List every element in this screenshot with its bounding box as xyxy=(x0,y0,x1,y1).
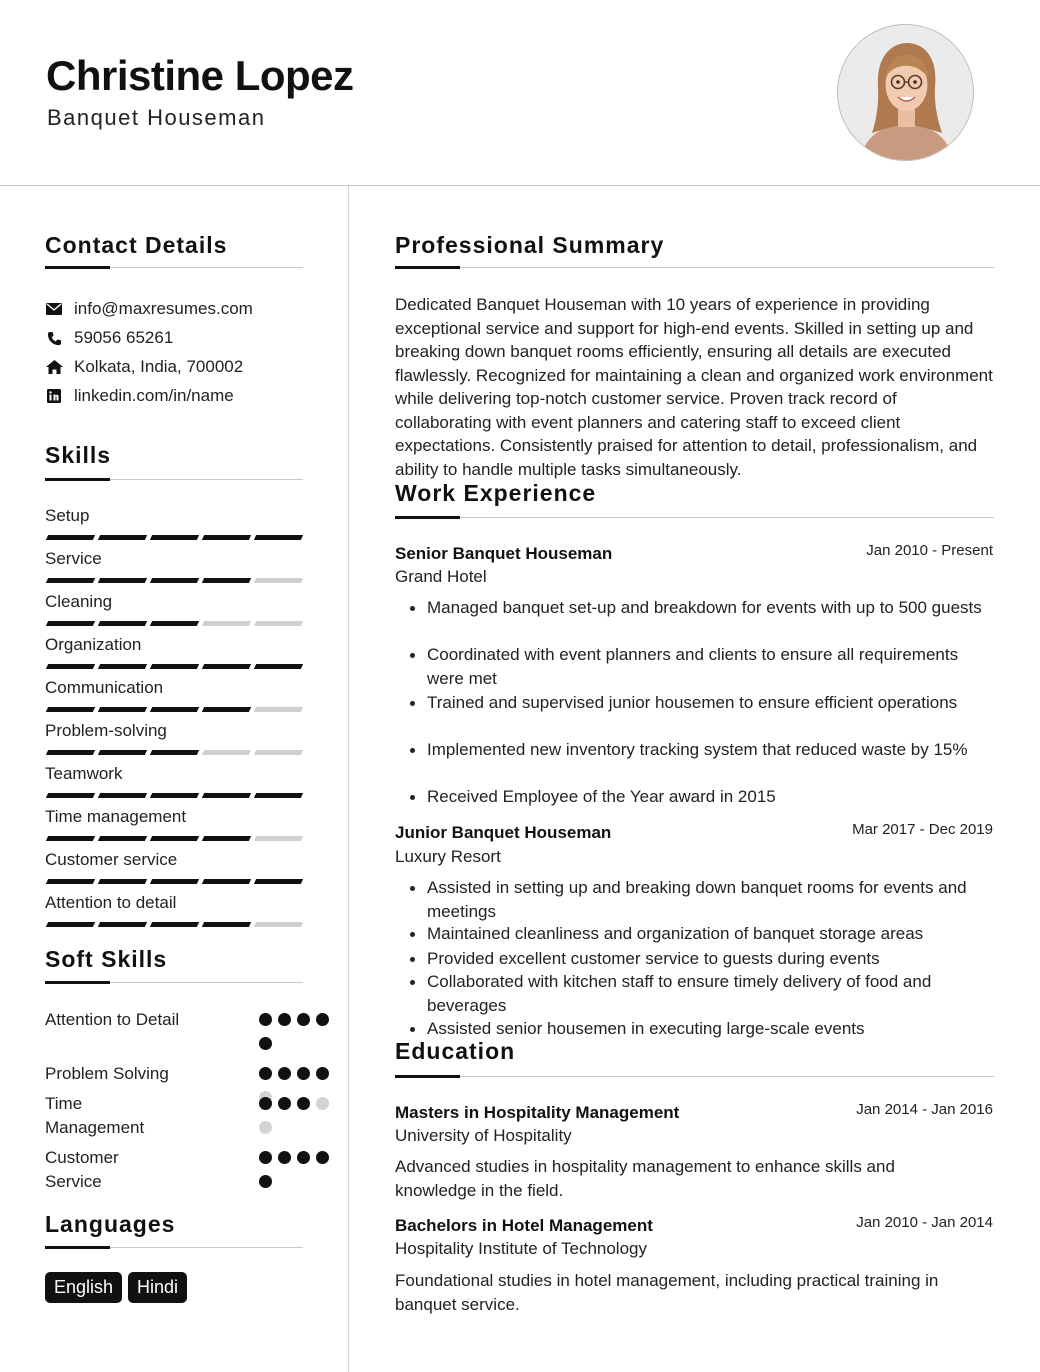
contact-heading: Contact Details xyxy=(45,232,228,258)
skill-level-segment xyxy=(46,535,95,540)
contact-linkedin-text: linkedin.com/in/name xyxy=(74,386,234,405)
candidate-title: Banquet Houseman xyxy=(47,105,266,130)
skill-level-segment xyxy=(150,707,199,712)
soft-skills-heading: Soft Skills xyxy=(45,946,168,972)
summary-heading-accent xyxy=(395,266,460,269)
rating-dot xyxy=(259,1067,272,1080)
skill-name: Service xyxy=(45,549,102,568)
experience-heading-rule xyxy=(395,517,994,518)
soft-skill-rating xyxy=(259,1013,335,1050)
skill-level-segment xyxy=(46,664,95,669)
phone-icon xyxy=(45,329,63,347)
skill-level-bar xyxy=(47,621,302,626)
skill-name: Organization xyxy=(45,635,142,654)
language-tag: English xyxy=(45,1272,122,1303)
skill-level-segment xyxy=(46,750,95,755)
skill-name: Teamwork xyxy=(45,764,123,783)
soft-skill-rating xyxy=(259,1151,335,1188)
skill-name: Attention to detail xyxy=(45,893,177,912)
skills-heading-accent xyxy=(45,478,110,481)
contact-linkedin[interactable] xyxy=(45,386,234,406)
soft-skill-name: Time Management xyxy=(45,1094,145,1137)
rating-dot xyxy=(278,1097,291,1110)
job-bullet: Assisted senior housemen in executing large-scale events xyxy=(409,1017,994,1041)
skill-level-segment xyxy=(98,836,147,841)
education-heading-rule xyxy=(395,1076,994,1077)
skill-level-segment xyxy=(98,793,147,798)
skill-level-segment xyxy=(254,707,303,712)
skill-level-segment xyxy=(46,578,95,583)
skill-level-segment xyxy=(202,621,251,626)
education-date: Jan 2014 - Jan 2016 xyxy=(856,1101,993,1118)
languages-heading-accent xyxy=(45,1246,110,1249)
skill-level-segment xyxy=(98,664,147,669)
rating-dot xyxy=(297,1097,310,1110)
job-title: Junior Banquet Houseman xyxy=(395,823,612,842)
soft-skill-name: Problem Solving xyxy=(45,1064,169,1083)
skill-level-segment xyxy=(254,578,303,583)
resume-header xyxy=(0,0,1040,186)
rating-dot xyxy=(278,1013,291,1026)
language-tag: Hindi xyxy=(128,1272,187,1303)
languages-heading: Languages xyxy=(45,1211,176,1237)
skill-level-segment xyxy=(202,793,251,798)
rating-dot xyxy=(297,1067,310,1080)
skill-level-segment xyxy=(202,922,251,927)
skill-name: Setup xyxy=(45,506,90,525)
rating-dot xyxy=(259,1013,272,1026)
job-employer: Luxury Resort xyxy=(395,847,501,866)
skill-level-segment xyxy=(202,707,251,712)
skill-level-bar xyxy=(47,793,302,798)
skill-name: Problem-solving xyxy=(45,721,167,740)
skill-level-segment xyxy=(202,535,251,540)
skill-level-segment xyxy=(254,879,303,884)
skill-level-segment xyxy=(46,621,95,626)
skill-level-segment xyxy=(254,750,303,755)
skill-level-segment xyxy=(150,621,199,626)
linkedin-icon xyxy=(45,387,63,405)
skill-level-segment xyxy=(150,922,199,927)
skill-level-segment xyxy=(202,578,251,583)
skill-level-segment xyxy=(98,707,147,712)
skill-level-segment xyxy=(46,879,95,884)
skill-level-segment xyxy=(150,578,199,583)
education-date: Jan 2010 - Jan 2014 xyxy=(856,1214,993,1231)
job-bullet: Coordinated with event planners and clients to ensure all requirements were met xyxy=(409,643,994,690)
skill-level-segment xyxy=(98,578,147,583)
home-icon xyxy=(45,358,63,376)
skill-level-segment xyxy=(46,793,95,798)
skill-level-bar xyxy=(47,922,302,927)
skill-level-segment xyxy=(46,922,95,927)
skill-level-segment xyxy=(254,535,303,540)
education-degree: Masters in Hospitality Management xyxy=(395,1103,680,1122)
skill-level-segment xyxy=(202,664,251,669)
job-bullet: Provided excellent customer service to guests during events xyxy=(409,947,994,971)
rating-dot xyxy=(316,1067,329,1080)
skill-level-segment xyxy=(98,922,147,927)
contact-address xyxy=(45,357,243,377)
skill-level-segment xyxy=(46,707,95,712)
job-date: Mar 2017 - Dec 2019 xyxy=(852,821,993,838)
rating-dot xyxy=(259,1121,272,1134)
skills-heading: Skills xyxy=(45,442,112,468)
envelope-icon xyxy=(45,300,63,318)
summary-heading: Professional Summary xyxy=(395,232,665,258)
rating-dot xyxy=(278,1151,291,1164)
skill-level-segment xyxy=(150,664,199,669)
skill-level-segment xyxy=(150,750,199,755)
skill-name: Communication xyxy=(45,678,164,697)
education-degree: Bachelors in Hotel Management xyxy=(395,1216,653,1235)
job-employer: Grand Hotel xyxy=(395,567,487,586)
skill-level-segment xyxy=(150,879,199,884)
job-bullet: Implemented new inventory tracking system that reduced waste by 15% xyxy=(409,738,969,762)
skill-level-segment xyxy=(150,836,199,841)
rating-dot xyxy=(297,1013,310,1026)
skill-level-bar xyxy=(47,836,302,841)
skill-level-segment xyxy=(202,836,251,841)
rating-dot xyxy=(316,1151,329,1164)
soft-skill-name: Customer Service xyxy=(45,1148,119,1191)
job-date: Jan 2010 - Present xyxy=(866,542,993,559)
summary-heading-rule xyxy=(395,267,994,268)
rating-dot xyxy=(259,1037,272,1050)
skill-level-bar xyxy=(47,578,302,583)
skill-level-segment xyxy=(254,836,303,841)
skill-level-segment xyxy=(98,621,147,626)
contact-phone[interactable] xyxy=(45,328,173,348)
education-heading-accent xyxy=(395,1075,460,1078)
job-bullet: Collaborated with kitchen staff to ensure timely delivery of food and beverages xyxy=(409,970,979,1017)
skill-level-segment xyxy=(202,879,251,884)
skill-level-segment xyxy=(98,750,147,755)
profile-photo xyxy=(837,24,974,161)
summary-text: Dedicated Banquet Houseman with 10 years of experience in providing exceptional service and support for high-end events. Skilled in setting up and breaking down banquet rooms efficiently, ensuring all details are executed flawlessly. Recognized for maintaining a clean and organized work environment while delivering top-notch customer service. Proven track record of collaborating with event planners and catering staff to exceed client expectations. Consistently praised for attention to detail, professionalism, and ability to handle multiple tasks simultaneously. xyxy=(395,295,993,479)
rating-dot xyxy=(316,1097,329,1110)
contact-address-text: Kolkata, India, 700002 xyxy=(74,357,244,376)
rating-dot xyxy=(278,1067,291,1080)
skill-name: Time management xyxy=(45,807,187,826)
job-bullet: Managed banquet set-up and breakdown for events with up to 500 guests xyxy=(409,596,984,620)
skill-level-bar xyxy=(47,707,302,712)
skill-level-segment xyxy=(254,922,303,927)
contact-heading-accent xyxy=(45,266,110,269)
skill-level-segment xyxy=(202,750,251,755)
skill-level-segment xyxy=(254,621,303,626)
rating-dot xyxy=(259,1151,272,1164)
soft-skills-heading-accent xyxy=(45,981,110,984)
rating-dot xyxy=(259,1175,272,1188)
skill-level-segment xyxy=(254,793,303,798)
skill-level-segment xyxy=(150,793,199,798)
experience-heading-accent xyxy=(395,516,460,519)
soft-skill-rating xyxy=(259,1097,335,1134)
job-bullet: Trained and supervised junior housemen to ensure efficient operations xyxy=(409,691,994,715)
skill-level-bar xyxy=(47,664,302,669)
job-title: Senior Banquet Houseman xyxy=(395,544,613,563)
rating-dot xyxy=(259,1097,272,1110)
contact-phone-text: 59056 65261 xyxy=(74,328,174,347)
skill-level-bar xyxy=(47,750,302,755)
skill-level-segment xyxy=(46,836,95,841)
contact-email[interactable] xyxy=(45,299,253,319)
soft-skill-name: Attention to Detail xyxy=(45,1010,180,1029)
contact-email-text: info@maxresumes.com xyxy=(74,299,253,318)
education-school: Hospitality Institute of Technology xyxy=(395,1239,647,1258)
education-description: Foundational studies in hotel management, including practical training in banquet service. xyxy=(395,1271,939,1314)
education-description: Advanced studies in hospitality management to enhance skills and knowledge in the field. xyxy=(395,1157,895,1200)
skill-level-segment xyxy=(150,535,199,540)
profile-photo-illustration xyxy=(838,25,974,161)
skill-level-segment xyxy=(254,664,303,669)
skill-name: Cleaning xyxy=(45,592,113,611)
skill-level-segment xyxy=(98,535,147,540)
skill-level-segment xyxy=(98,879,147,884)
education-heading: Education xyxy=(395,1038,516,1064)
job-bullet: Maintained cleanliness and organization of banquet storage areas xyxy=(409,922,994,946)
skill-level-bar xyxy=(47,535,302,540)
rating-dot xyxy=(297,1151,310,1164)
education-school: University of Hospitality xyxy=(395,1126,572,1145)
experience-heading: Work Experience xyxy=(395,480,597,506)
job-bullet: Received Employee of the Year award in 2015 xyxy=(409,785,994,809)
rating-dot xyxy=(316,1013,329,1026)
column-divider xyxy=(348,186,349,1372)
skill-level-bar xyxy=(47,879,302,884)
job-bullet: Assisted in setting up and breaking down banquet rooms for events and meetings xyxy=(409,876,979,923)
skill-name: Customer service xyxy=(45,850,178,869)
candidate-name: Christine Lopez xyxy=(46,52,354,99)
